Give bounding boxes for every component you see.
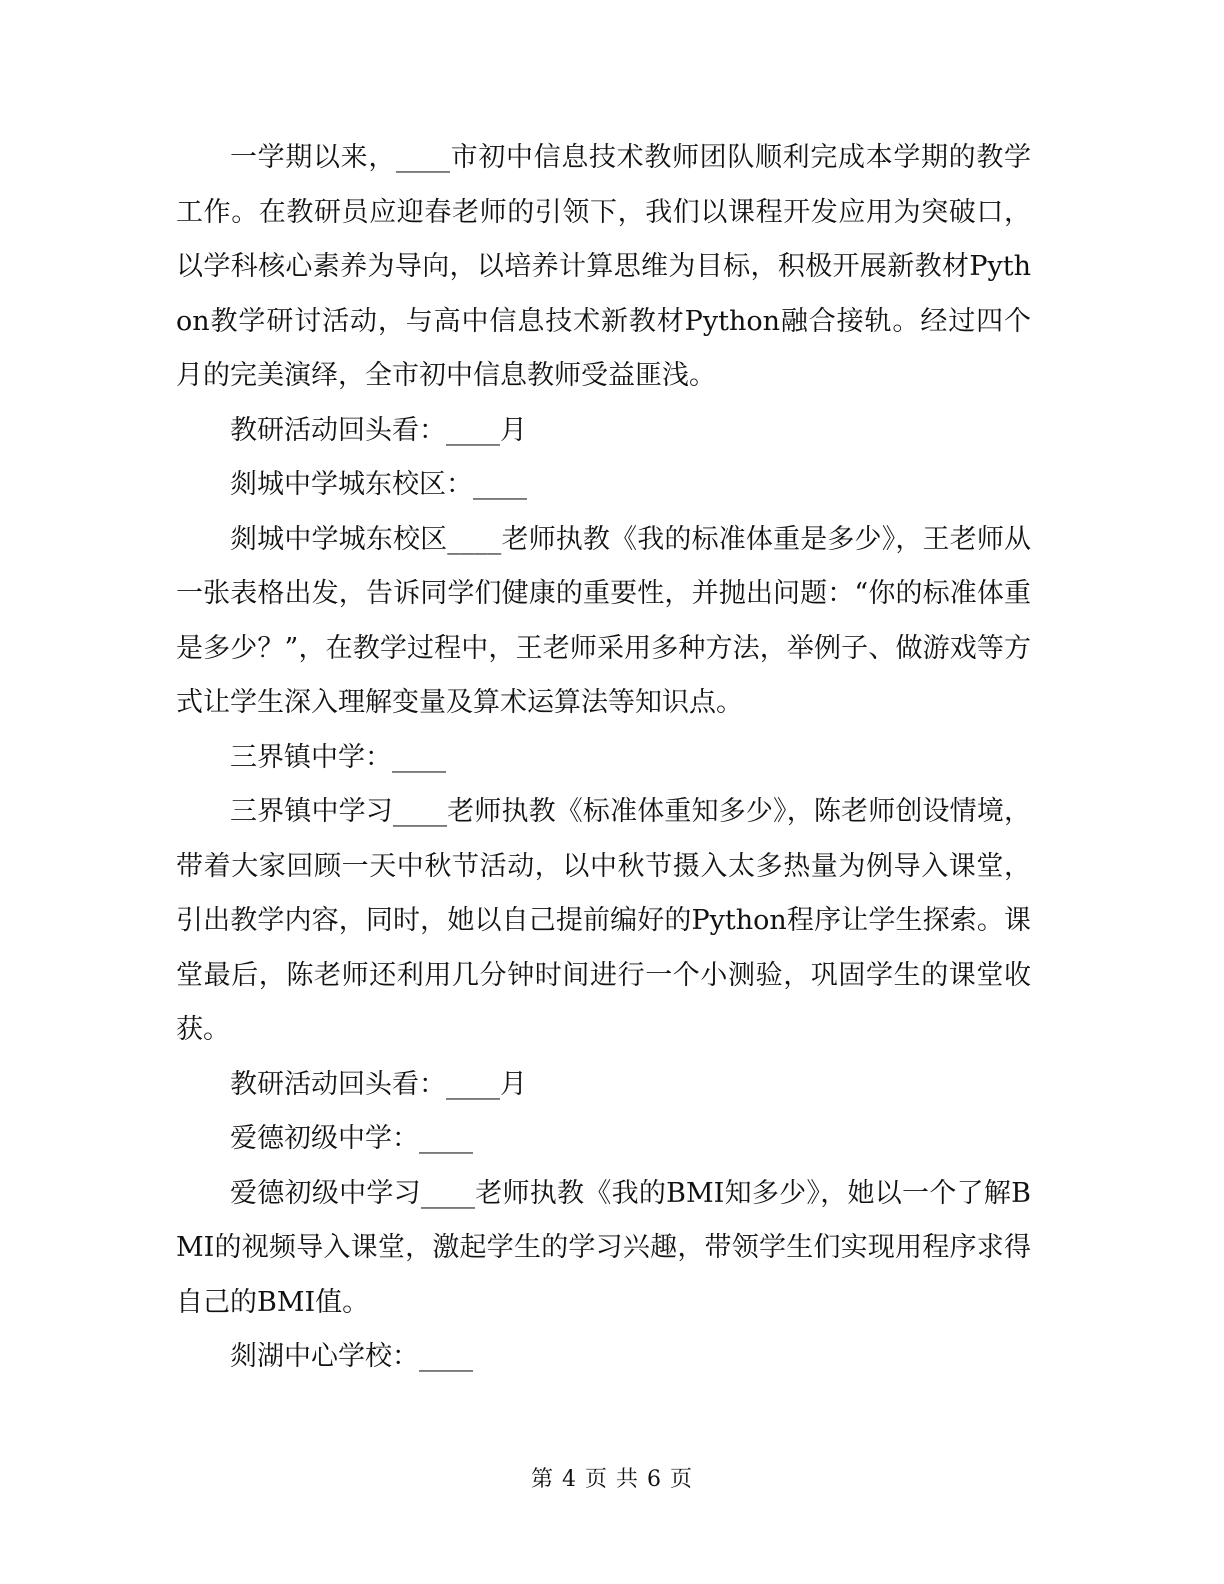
paragraph-review-heading: 教研活动回头看：____月 [230, 1068, 527, 1100]
paragraph-school-heading: 三界镇中学：____ [230, 741, 446, 773]
paragraph-school-heading: 剡湖中心学校：____ [230, 1341, 473, 1372]
paragraph-school-description: 爱德初级中学习____老师执教《我的BMI知多少》，她以一个了解BMI的视频导入课堂，激起学生的学习兴趣，带领学生们实现用程序求得自己的BMI值。 [176, 1177, 1031, 1318]
page-footer: 第 4 页 共 6 页 [531, 1467, 693, 1492]
paragraph-intro: 一学期以来，____市初中信息技术教师团队顺利完成本学期的教学工作。在教研员应迎春老师的引领下，我们以课程开发应用为突破口，以学科核心素养为导向，以培养计算思维为目标，积极开展新教材Python教学研讨活动，与高中信息技术新教材Python融合接轨。经过四个月的完美演绎，全市初中信息教师受益匪浅。 [176, 142, 1031, 391]
paragraph-school-description: 剡城中学城东校区____老师执教《我的标准体重是多少》，王老师从一张表格出发，告诉同学们健康的重要性，并抛出问题：“你的标准体重是多少？”，在教学过程中，王老师采用多种方法，举例子、做游戏等方式让学生深入理解变量及算术运算法等知识点。 [176, 523, 1031, 718]
paragraph-school-heading: 爱德初级中学：____ [230, 1123, 473, 1154]
document-body [176, 131, 1031, 1385]
paragraph-school-heading: 剡城中学城东校区：____ [230, 469, 527, 500]
paragraph-review-heading: 教研活动回头看：____月 [230, 414, 527, 446]
paragraph-school-description: 三界镇中学习____老师执教《标准体重知多少》，陈老师创设情境，带着大家回顾一天中秋节活动，以中秋节摄入太多热量为例导入课堂，引出教学内容，同时，她以自己提前编好的Python程序让学生探索。课堂最后，陈老师还利用几分钟时间进行一个小测验，巩固学生的课堂收获。 [176, 796, 1031, 1045]
